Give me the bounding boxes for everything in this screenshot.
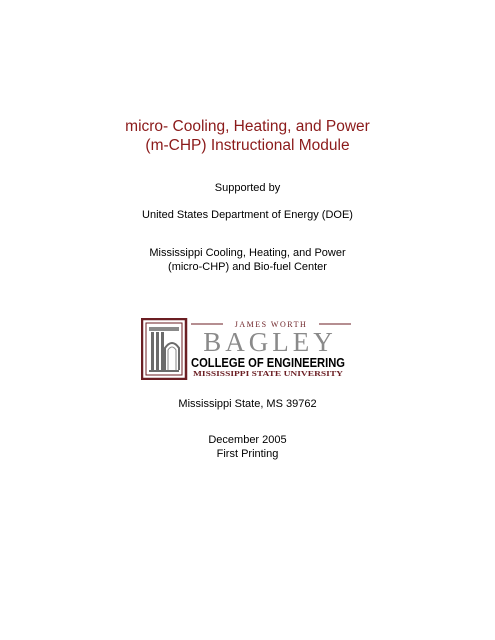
logo-college-text: COLLEGE OF ENGINEERING: [191, 355, 345, 370]
date-line-1: December 2005: [208, 434, 287, 446]
address-text: Mississippi State, MS 39762: [178, 398, 317, 410]
center-line-1: Mississippi Cooling, Heating, and Power: [149, 247, 346, 259]
supported-by-text: Supported by: [214, 182, 281, 194]
logo-main-text: BAGLEY: [203, 327, 337, 357]
title-line-1: micro- Cooling, Heating, and Power: [125, 118, 370, 135]
document-title: [0, 117, 495, 155]
title-line-2: (m-CHP) Instructional Module: [145, 137, 350, 154]
logo-university-text: MISSISSIPPI STATE UNIVERSITY: [193, 369, 344, 378]
center-line-2: (micro-CHP) and Bio-fuel Center: [168, 261, 327, 273]
printing-date: [0, 433, 495, 461]
bagley-college-logo: [141, 318, 353, 380]
date-line-2: First Printing: [216, 448, 279, 460]
center-name: [0, 246, 495, 274]
sponsor-text: United States Department of Energy (DOE): [142, 209, 353, 221]
building-emblem-icon: [142, 319, 186, 379]
logo-top-text: JAMES WORTH: [234, 320, 308, 329]
